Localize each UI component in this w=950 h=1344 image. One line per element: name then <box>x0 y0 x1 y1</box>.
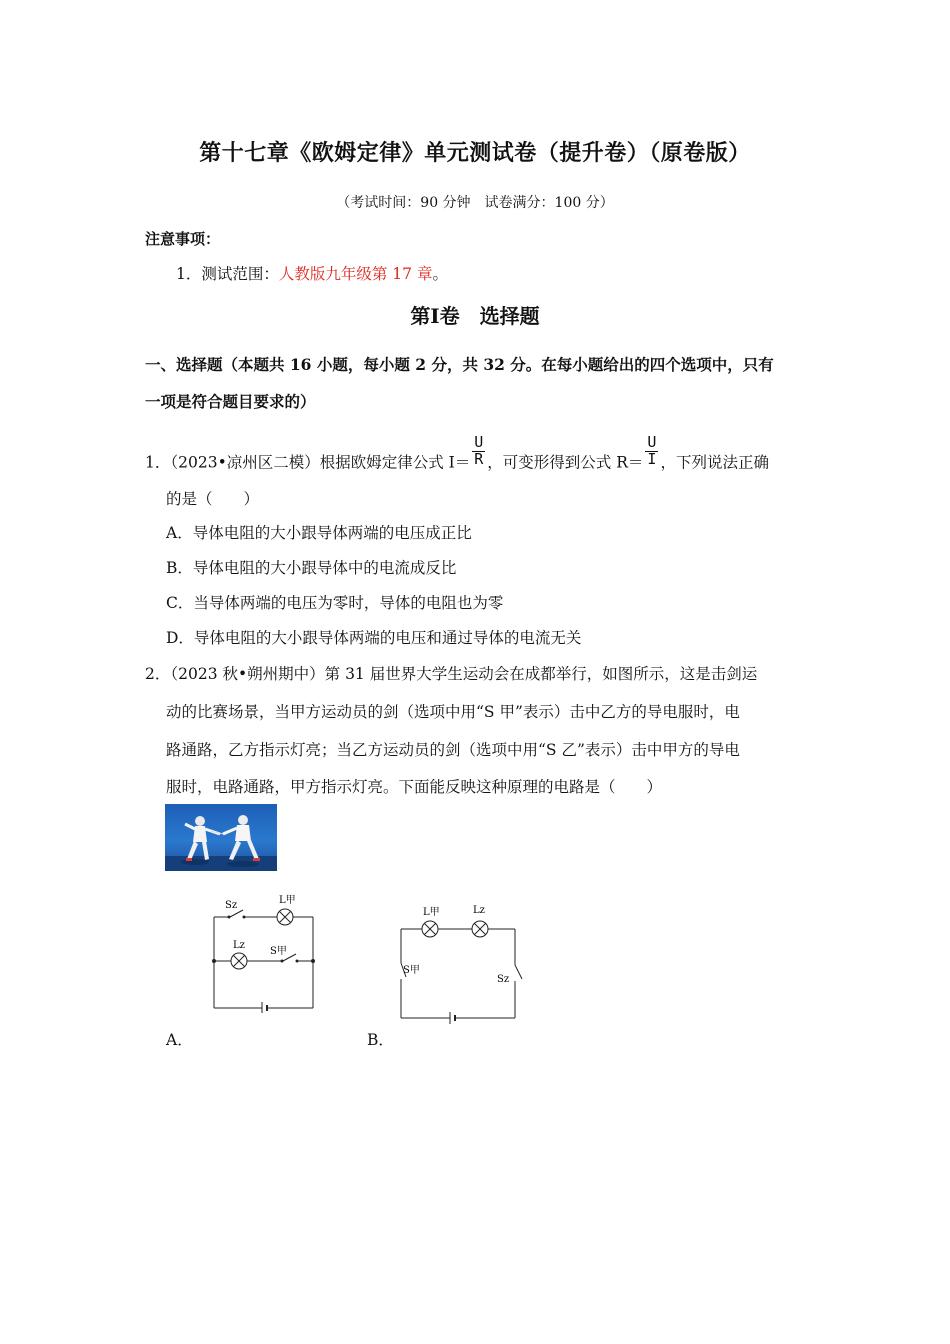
circuit-diagram-a <box>195 888 335 1013</box>
question-1-text-a: （2023•凉州区二模）根据欧姆定律公式 I＝ <box>170 453 471 472</box>
question-1-line2: 的是（ ） <box>166 490 260 508</box>
battery-icon <box>450 1012 455 1024</box>
label-l-jia: L甲 <box>279 895 296 906</box>
label-s-yi: Sz <box>497 974 510 985</box>
notes-item-1-prefix: 1．测试范围： <box>176 265 279 283</box>
formula-fraction-1 <box>472 435 485 468</box>
question-1-line1 <box>145 433 769 480</box>
question-1-option-c: C．当导体两端的电压为零时，导体的电阻也为零 <box>166 594 504 612</box>
label-l-yi: Lz <box>233 940 245 951</box>
lamp-icon <box>422 921 438 937</box>
lamp-icon <box>277 909 293 925</box>
fraction-numerator: U <box>474 433 484 451</box>
question-1-option-b: B．导体电阻的大小跟导体中的电流成反比 <box>166 559 457 577</box>
page-title: 第十七章《欧姆定律》单元测试卷（提升卷）（原卷版） <box>199 140 751 166</box>
lamp-icon <box>231 953 247 969</box>
question-1-text-b: ，可变形得到公式 R＝ <box>487 453 644 472</box>
question-2-line1 <box>145 662 757 684</box>
question-2-line3: 路通路，乙方指示灯亮；当乙方运动员的剑（选项中用“S 乙”表示）击中甲方的导电 <box>166 741 740 759</box>
question-1-text-c: ，下列说法正确 <box>660 453 769 472</box>
fraction-numerator: U <box>647 433 657 451</box>
section-title: 第Ⅰ卷 选择题 <box>410 304 540 328</box>
test-range: 人教版九年级第 17 章 <box>278 265 433 283</box>
label-s-jia: S甲 <box>270 946 287 957</box>
part1-instructions-line1: 一、选择题（本题共 16 小题，每小题 2 分，共 32 分。在每小题给出的四个选项中，只有 <box>145 355 774 374</box>
fencing-photo <box>165 804 277 871</box>
question-2-line4: 服时，电路通路，甲方指示灯亮。下面能反映这种原理的电路是（ ） <box>166 778 663 796</box>
part1-instructions-line2: 一项是符合题目要求的） <box>145 392 316 411</box>
question-1-option-a: A．导体电阻的大小跟导体两端的电压成正比 <box>166 524 472 542</box>
formula-fraction-2 <box>645 435 658 468</box>
question-2-text: （2023 秋•朔州期中）第 31 届世界大学生运动会在成都举行，如图所示，这是击剑运 <box>170 665 758 683</box>
question-number: 1． <box>145 453 171 472</box>
question-2-option-b: B． <box>367 1031 394 1049</box>
fraction-denominator: R <box>474 449 484 468</box>
lamp-icon <box>472 921 488 937</box>
battery-icon <box>262 1002 267 1013</box>
label-l-jia: L甲 <box>423 907 440 918</box>
question-1-option-d: D．导体电阻的大小跟导体两端的电压和通过导体的电流无关 <box>166 629 582 647</box>
notes-item-1-suffix: 。 <box>432 265 448 283</box>
notes-heading: 注意事项： <box>145 230 221 248</box>
notes-item-1 <box>176 262 448 284</box>
switch-icon <box>228 910 246 919</box>
switch-icon <box>515 965 522 979</box>
label-l-yi: Lz <box>473 905 485 916</box>
label-s-yi: Sz <box>225 900 238 911</box>
question-number: 2． <box>145 665 171 683</box>
label-s-jia: S甲 <box>403 965 420 976</box>
question-2-option-a: A． <box>166 1031 193 1049</box>
exam-info: （考试时间：90 分钟 试卷满分：100 分） <box>336 195 614 211</box>
question-2-line2: 动的比赛场景，当甲方运动员的剑（选项中用“S 甲”表示）击中乙方的导电服时，电 <box>166 703 740 721</box>
circuit-diagram-b <box>392 895 532 1025</box>
fraction-denominator: I <box>647 449 657 468</box>
